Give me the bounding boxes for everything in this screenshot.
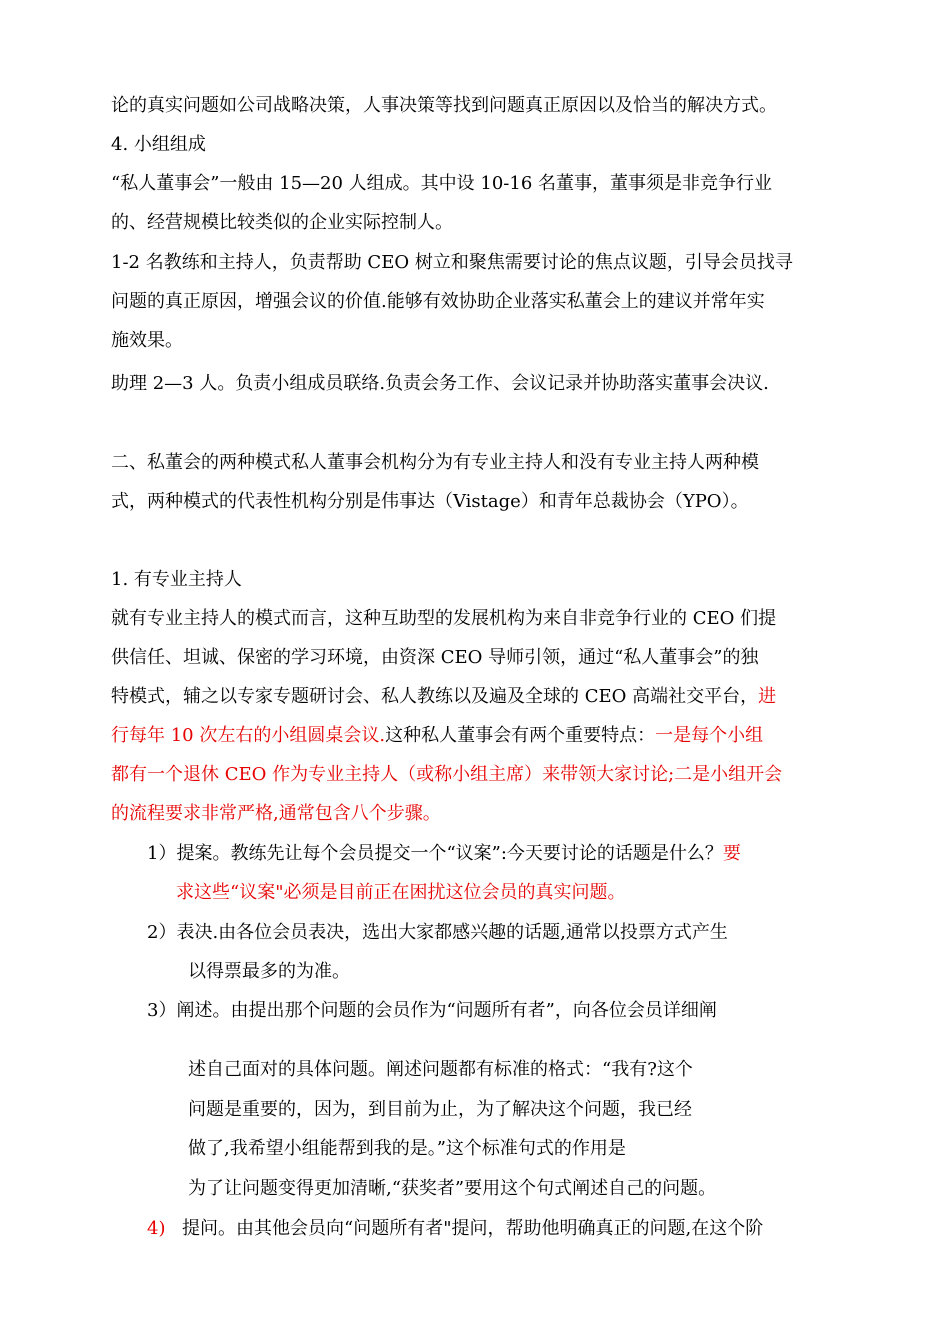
step-2-line: 2）表决.由各位会员表决，选出大家都感兴趣的话题,通常以投票方式产生: [147, 922, 728, 943]
group-paragraph-line: 1-2 名教练和主持人，负责帮助 CEO 树立和聚焦需要讨论的焦点议题，引导会员找寻: [111, 252, 793, 273]
mode1-text: 这种私人董事会有两个重要特点：: [385, 725, 656, 746]
mode1-line: [111, 685, 776, 709]
mode1-line: [111, 724, 763, 748]
step-4-number: 4): [147, 1218, 166, 1239]
step-1-text: 1）提案。教练先让每个会员提交一个“议案”:今天要讨论的话题是什么？: [147, 843, 723, 864]
intro-line: 论的真实问题如公司战略决策，人事决策等找到问题真正原因以及恰当的解决方式。: [111, 95, 777, 116]
step-4-line: 提问。由其他会员向“问题所有者"提问，帮助他明确真正的问题,在这个阶: [182, 1218, 764, 1239]
step-1-highlight: 要: [722, 843, 741, 864]
step-1-highlight-line: 求这些“议案"必须是目前正在困扰这位会员的真实问题。: [176, 882, 626, 903]
step-3-line: 为了让问题变得更加清晰,“获奖者”要用这个句式阐述自己的问题。: [188, 1178, 717, 1199]
mode1-highlight: 进: [758, 686, 777, 707]
mode1-highlight-line: 都有一个退休 CEO 作为专业主持人（或称小组主席）来带领大家讨论;二是小组开会: [111, 764, 783, 785]
step-3-line: 问题是重要的，因为，到目前为止，为了解决这个问题，我已经: [188, 1099, 692, 1120]
step-2-line: 以得票最多的为准。: [188, 961, 350, 982]
mode1-highlight-line: 的流程要求非常严格,通常包含八个步骤。: [111, 803, 441, 824]
group-paragraph-line: 的、经营规模比较类似的企业实际控制人。: [111, 212, 453, 233]
group-heading: 4. 小组组成: [111, 134, 206, 155]
group-paragraph-line: 助理 2—3 人。负责小组成员联络.负责会务工作、会议记录并协助落实董事会决议.: [111, 373, 769, 394]
section2-line: 二、私董会的两种模式私人董事会机构分为有专业主持人和没有专业主持人两种模: [111, 452, 759, 473]
mode1-highlight: 行每年 10 次左右的小组圆桌会议.: [111, 725, 386, 746]
mode1-line: 供信任、坦诚、保密的学习环境，由资深 CEO 导师引领，通过“私人董事会”的独: [111, 647, 759, 668]
mode1-line: 就有专业主持人的模式而言，这种互助型的发展机构为来自非竞争行业的 CEO 们提: [111, 608, 777, 629]
mode1-text: 特模式，辅之以专家专题研讨会、私人教练以及遍及全球的 CEO 高端社交平台，: [111, 686, 759, 707]
group-paragraph-line: 施效果。: [111, 330, 183, 351]
group-paragraph-line: 问题的真正原因，增强会议的价值.能够有效协助企业落实私董会上的建议并常年实: [111, 291, 765, 312]
step-3-line: 做了,我希望小组能帮到我的是。”这个标准句式的作用是: [188, 1138, 626, 1159]
step-1-line: [147, 842, 741, 866]
step-3-line: 3）阐述。由提出那个问题的会员作为“问题所有者”，向各位会员详细阐: [147, 1000, 717, 1021]
group-paragraph-line: “私人董事会”一般由 15—20 人组成。其中设 10-16 名董事，董事须是非竞争行业: [111, 173, 772, 194]
mode1-heading: 1. 有专业主持人: [111, 569, 242, 590]
mode1-highlight: 一是每个小组: [655, 725, 764, 746]
section2-line: 式，两种模式的代表性机构分别是伟事达（Vistage）和青年总裁协会（YPO）。: [111, 491, 749, 512]
step-3-line: 述自己面对的具体问题。阐述问题都有标准的格式：“我有?这个: [188, 1059, 693, 1080]
